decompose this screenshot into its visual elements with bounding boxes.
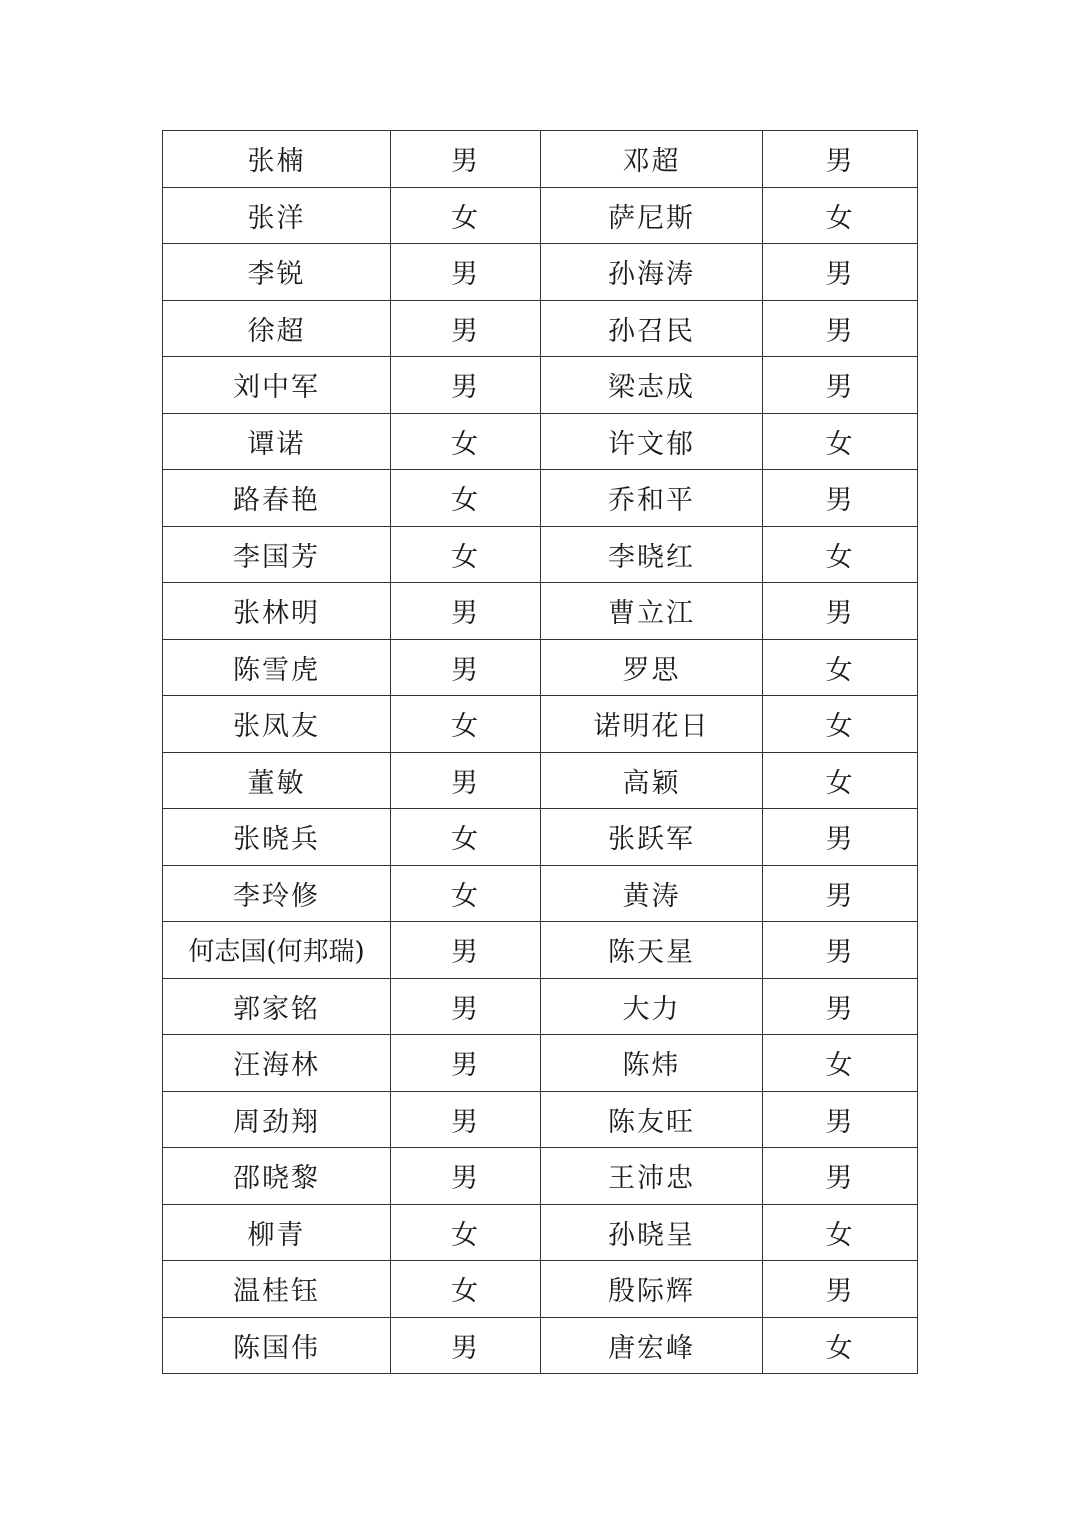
gender-cell: 男 bbox=[763, 357, 918, 414]
name-cell: 陈友旺 bbox=[541, 1091, 763, 1148]
gender-cell: 女 bbox=[391, 187, 541, 244]
table-row bbox=[163, 131, 918, 188]
name-cell: 张楠 bbox=[163, 131, 391, 188]
gender-cell: 女 bbox=[391, 696, 541, 753]
name-cell: 谭诺 bbox=[163, 413, 391, 470]
gender-cell: 男 bbox=[763, 1091, 918, 1148]
name-cell: 徐超 bbox=[163, 300, 391, 357]
name-cell: 柳青 bbox=[163, 1204, 391, 1261]
gender-cell: 女 bbox=[391, 526, 541, 583]
gender-cell: 男 bbox=[763, 583, 918, 640]
name-cell: 张洋 bbox=[163, 187, 391, 244]
table-row bbox=[163, 752, 918, 809]
gender-cell: 男 bbox=[391, 583, 541, 640]
table-row bbox=[163, 1261, 918, 1318]
gender-cell: 女 bbox=[763, 1317, 918, 1374]
name-cell: 许文郁 bbox=[541, 413, 763, 470]
gender-cell: 女 bbox=[763, 526, 918, 583]
table-row bbox=[163, 244, 918, 301]
name-cell: 李国芳 bbox=[163, 526, 391, 583]
table-row bbox=[163, 1204, 918, 1261]
table-row bbox=[163, 526, 918, 583]
name-cell: 路春艳 bbox=[163, 470, 391, 527]
table-row bbox=[163, 639, 918, 696]
gender-cell: 男 bbox=[391, 1035, 541, 1092]
name-cell: 诺明花日 bbox=[541, 696, 763, 753]
gender-cell: 男 bbox=[763, 1261, 918, 1318]
name-cell: 罗思 bbox=[541, 639, 763, 696]
gender-cell: 男 bbox=[763, 131, 918, 188]
gender-cell: 男 bbox=[391, 752, 541, 809]
gender-cell: 男 bbox=[391, 300, 541, 357]
name-cell: 曹立江 bbox=[541, 583, 763, 640]
name-cell: 张凤友 bbox=[163, 696, 391, 753]
gender-cell: 女 bbox=[763, 752, 918, 809]
gender-cell: 男 bbox=[763, 244, 918, 301]
table-row bbox=[163, 1148, 918, 1205]
gender-cell: 女 bbox=[763, 1204, 918, 1261]
gender-cell: 女 bbox=[763, 413, 918, 470]
gender-cell: 女 bbox=[391, 1204, 541, 1261]
gender-cell: 男 bbox=[763, 865, 918, 922]
gender-cell: 女 bbox=[391, 865, 541, 922]
name-cell: 梁志成 bbox=[541, 357, 763, 414]
table-row bbox=[163, 583, 918, 640]
name-cell: 孙海涛 bbox=[541, 244, 763, 301]
name-cell: 陈炜 bbox=[541, 1035, 763, 1092]
name-cell: 张跃军 bbox=[541, 809, 763, 866]
name-cell: 王沛忠 bbox=[541, 1148, 763, 1205]
gender-cell: 女 bbox=[763, 639, 918, 696]
name-cell: 唐宏峰 bbox=[541, 1317, 763, 1374]
gender-cell: 男 bbox=[763, 922, 918, 979]
gender-cell: 男 bbox=[391, 922, 541, 979]
name-cell: 温桂钰 bbox=[163, 1261, 391, 1318]
name-cell: 张晓兵 bbox=[163, 809, 391, 866]
table-row bbox=[163, 809, 918, 866]
table-row bbox=[163, 1091, 918, 1148]
gender-cell: 男 bbox=[763, 978, 918, 1035]
gender-cell: 女 bbox=[391, 1261, 541, 1318]
roster-table bbox=[162, 130, 918, 1374]
name-cell: 汪海林 bbox=[163, 1035, 391, 1092]
table-row bbox=[163, 357, 918, 414]
name-cell: 邓超 bbox=[541, 131, 763, 188]
name-cell: 孙晓呈 bbox=[541, 1204, 763, 1261]
gender-cell: 女 bbox=[763, 1035, 918, 1092]
name-cell: 董敏 bbox=[163, 752, 391, 809]
gender-cell: 女 bbox=[391, 470, 541, 527]
table-row bbox=[163, 978, 918, 1035]
name-cell: 周劲翔 bbox=[163, 1091, 391, 1148]
name-cell: 大力 bbox=[541, 978, 763, 1035]
gender-cell: 男 bbox=[763, 470, 918, 527]
gender-cell: 女 bbox=[391, 413, 541, 470]
name-cell: 陈国伟 bbox=[163, 1317, 391, 1374]
table-row bbox=[163, 187, 918, 244]
name-cell: 乔和平 bbox=[541, 470, 763, 527]
table-row bbox=[163, 413, 918, 470]
gender-cell: 男 bbox=[763, 809, 918, 866]
gender-cell: 男 bbox=[391, 244, 541, 301]
gender-cell: 男 bbox=[763, 1148, 918, 1205]
gender-cell: 男 bbox=[391, 1148, 541, 1205]
name-cell: 刘中军 bbox=[163, 357, 391, 414]
gender-cell: 男 bbox=[391, 131, 541, 188]
gender-cell: 男 bbox=[391, 1317, 541, 1374]
table-row bbox=[163, 696, 918, 753]
table-row bbox=[163, 470, 918, 527]
roster-table-body bbox=[163, 131, 918, 1374]
gender-cell: 男 bbox=[391, 1091, 541, 1148]
name-cell: 高颖 bbox=[541, 752, 763, 809]
gender-cell: 女 bbox=[763, 696, 918, 753]
table-row bbox=[163, 865, 918, 922]
gender-cell: 男 bbox=[391, 357, 541, 414]
name-cell: 黄涛 bbox=[541, 865, 763, 922]
name-cell: 萨尼斯 bbox=[541, 187, 763, 244]
table-row bbox=[163, 300, 918, 357]
name-cell: 李晓红 bbox=[541, 526, 763, 583]
gender-cell: 男 bbox=[763, 300, 918, 357]
table-row bbox=[163, 1035, 918, 1092]
name-cell: 何志国(何邦瑞) bbox=[163, 922, 391, 979]
gender-cell: 女 bbox=[763, 187, 918, 244]
table-row bbox=[163, 1317, 918, 1374]
name-cell: 陈雪虎 bbox=[163, 639, 391, 696]
name-cell: 殷际辉 bbox=[541, 1261, 763, 1318]
gender-cell: 女 bbox=[391, 809, 541, 866]
name-cell: 李玲修 bbox=[163, 865, 391, 922]
gender-cell: 男 bbox=[391, 978, 541, 1035]
table-row bbox=[163, 922, 918, 979]
name-cell: 张林明 bbox=[163, 583, 391, 640]
name-cell: 李锐 bbox=[163, 244, 391, 301]
name-cell: 郭家铭 bbox=[163, 978, 391, 1035]
gender-cell: 男 bbox=[391, 639, 541, 696]
name-cell: 陈天星 bbox=[541, 922, 763, 979]
name-cell: 孙召民 bbox=[541, 300, 763, 357]
name-cell: 邵晓黎 bbox=[163, 1148, 391, 1205]
